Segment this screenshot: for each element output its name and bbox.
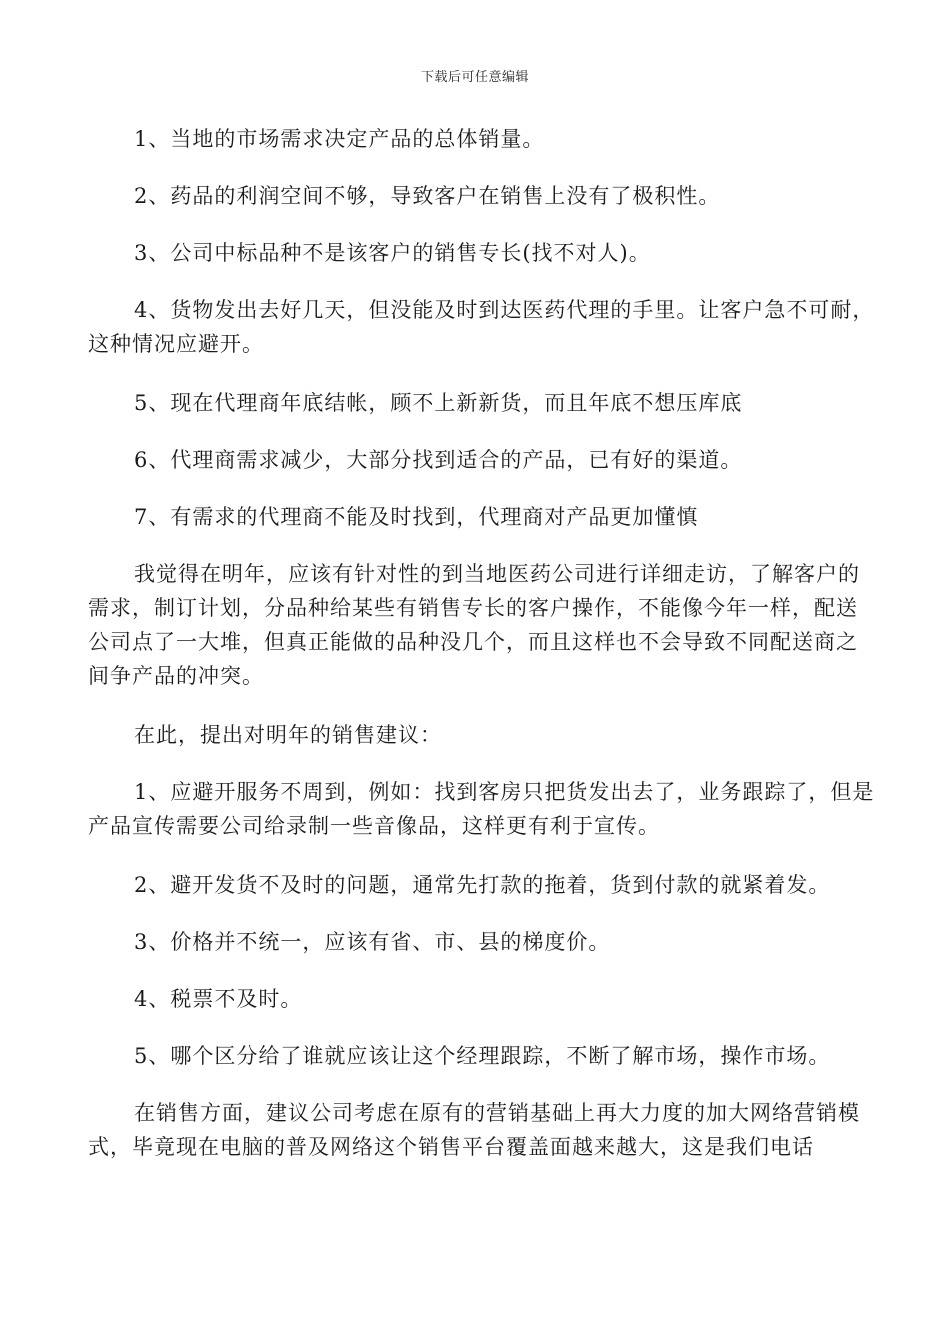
paragraph-item-6: 6、代理商需求减少，大部分找到适合的产品，已有好的渠道。	[134, 448, 743, 472]
paragraph-item-1: 1、当地的市场需求决定产品的总体销量。	[134, 127, 545, 151]
paragraph-sales-network: 在销售方面，建议公司考虑在原有的营销基础上再大力度的加大网络营销模式，毕竟现在电脑的普及网络这个销售平台覆盖面越来越大，这是我们电话	[88, 1101, 860, 1159]
paragraph-item-3: 3、公司中标品种不是该客户的销售专长(找不对人)。	[134, 241, 651, 265]
suggestion-item-1: 1、应避开服务不周到，例如：找到客房只把货发出去了，业务跟踪了，但是产品宣传需要公司给录制一些音像品，这样更有利于宣传。	[88, 780, 875, 838]
paragraph-analysis: 我觉得在明年，应该有针对性的到当地医药公司进行详细走访，了解客户的需求，制订计划，分品种给某些有销售专长的客户操作，不能像今年一样，配送公司点了一大堆，但真正能做的品种没几个，而且这样也不会导致不同配送商之间争产品的冲突。	[88, 562, 860, 688]
paragraph-item-2: 2、药品的利润空间不够，导致客户在销售上没有了极积性。	[134, 184, 721, 208]
suggestion-item-3: 3、价格并不统一，应该有省、市、县的梯度价。	[134, 930, 611, 954]
suggestion-item-4: 4、税票不及时。	[134, 987, 303, 1011]
header-note: 下载后可任意编辑	[420, 70, 529, 85]
suggestion-item-5: 5、哪个区分给了谁就应该让这个经理跟踪，不断了解市场，操作市场。	[134, 1044, 831, 1068]
paragraph-item-5: 5、现在代理商年底结帐，顾不上新新货，而且年底不想压库底	[134, 391, 743, 415]
paragraph-suggestion-intro: 在此，提出对明年的销售建议：	[134, 723, 442, 747]
paragraph-item-4: 4、货物发出去好几天，但没能及时到达医药代理的手里。让客户急不可耐，这种情况应避开。	[88, 298, 875, 356]
paragraph-item-7: 7、有需求的代理商不能及时找到，代理商对产品更加懂慎	[134, 505, 699, 529]
suggestion-item-2: 2、避开发货不及时的问题，通常先打款的拖着，货到付款的就紧着发。	[134, 873, 831, 897]
document-body	[88, 122, 878, 1164]
